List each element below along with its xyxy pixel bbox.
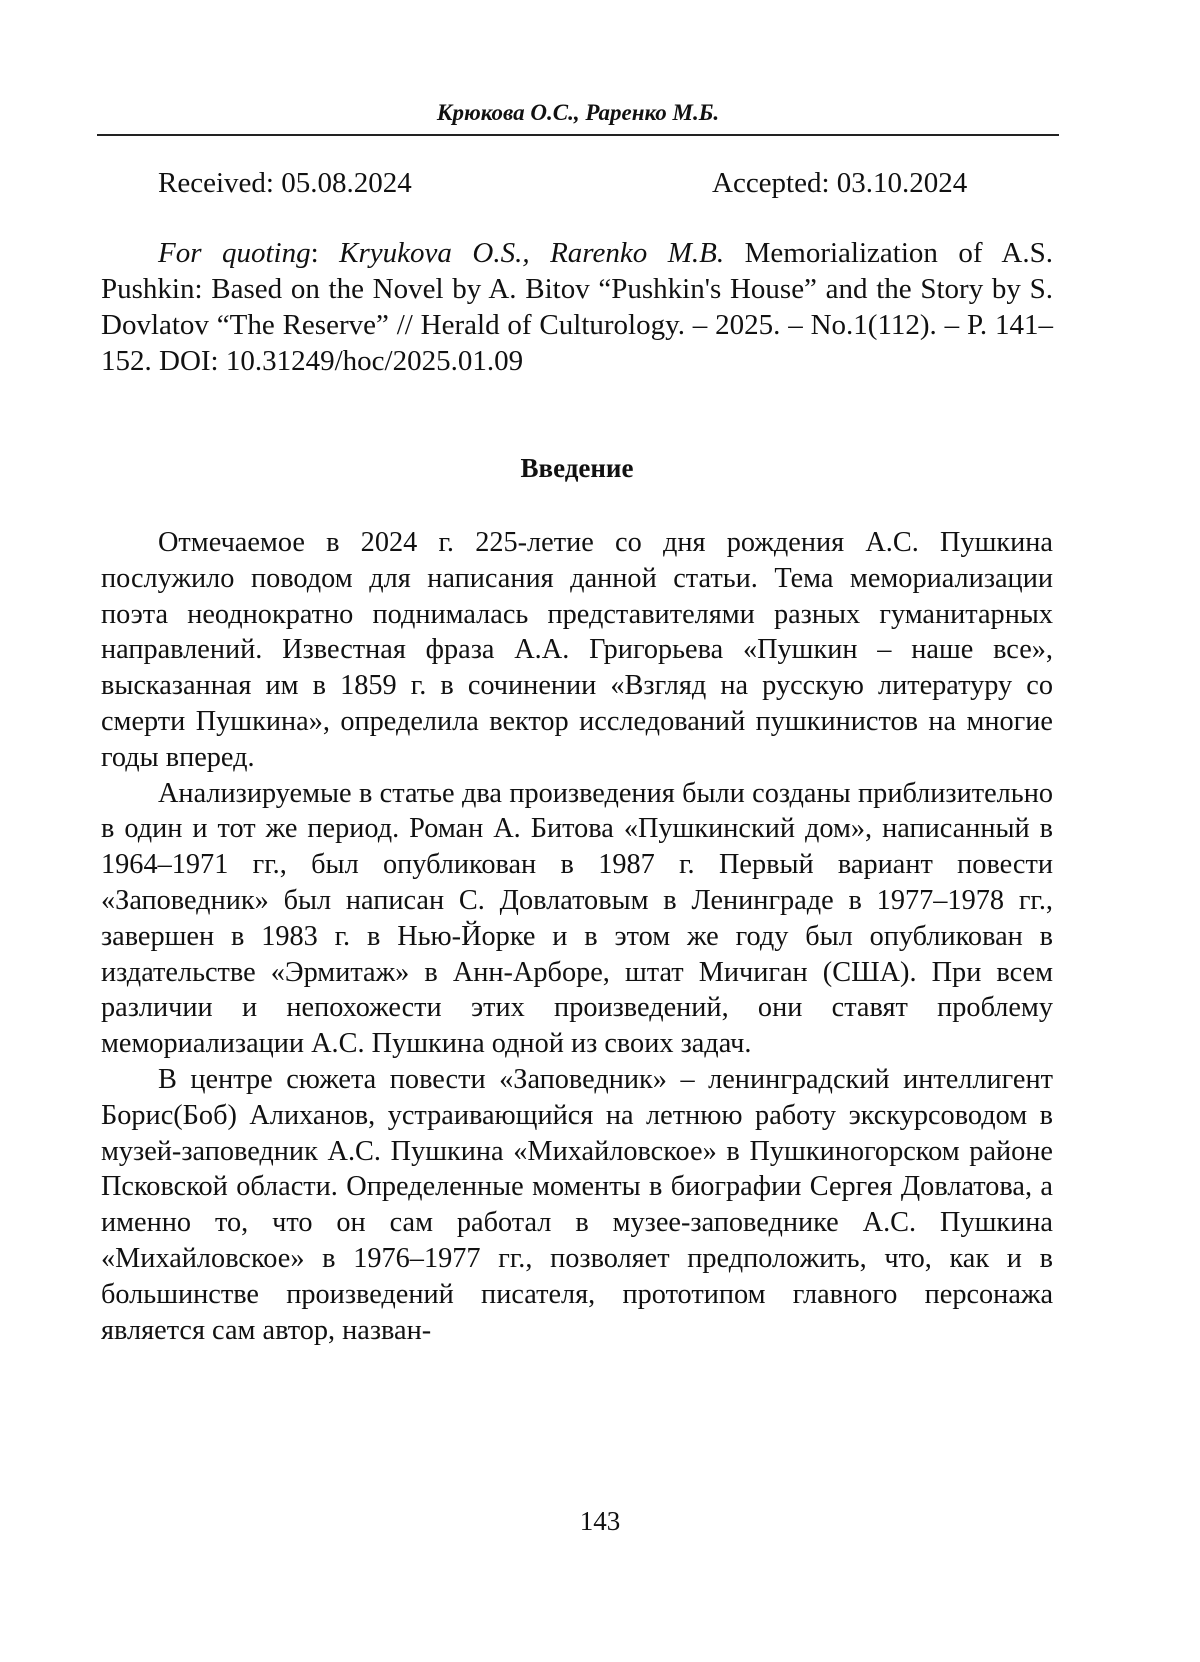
article-body	[101, 525, 1053, 1348]
body-paragraph: В центре сюжета повести «Заповедник» – ленинградский интеллигент Борис(Боб) Алиханов, устраивающийся на летнюю работу экскурсоводом в музей-заповедник А.С. Пушкина «Михайловское» в Пушкиногорском районе Псковской области. Определенные моменты в биографии Сергея Довлатова, а именно то, что он сам работал в музее-заповеднике А.С. Пушкина «Михайловское» в 1976–1977 гг., позволяет предположить, что, как и в большинстве произведений писателя, прототипом главного персонажа является сам автор, назван-	[101, 1063, 1053, 1346]
citation-reference: Memorialization of A.S. Pushkin: Based on the Novel by A. Bitov “Pushkin's House” and the Story by S. Dovlatov “The Reserve” // Herald of Culturology. – 2025. – No.1(112). – P. 141–152. DOI: 10.31249/hoc/2025.01.09	[101, 237, 1053, 377]
section-heading: Введение	[520, 453, 634, 483]
citation-authors: Kryukova O.S., Rarenko M.B.	[339, 237, 725, 269]
citation-label: For quoting	[158, 237, 311, 269]
running-header: Крюкова О.С., Раренко М.Б.	[436, 100, 720, 125]
citation-separator: :	[310, 237, 340, 269]
citation-paragraph	[101, 235, 1053, 379]
accepted-date: Accepted: 03.10.2024	[712, 167, 968, 199]
body-paragraph: Отмечаемое в 2024 г. 225-летие со дня рождения А.С. Пушкина послужило поводом для написания данной статьи. Тема мемориализации поэта неоднократно поднималась представителями разных гуманитарных направлений. Известная фраза А.А. Григорьева «Пушкин – наше все», высказанная им в 1859 г. в сочинении «Взгляд на русскую литературу со смерти Пушкина», определила вектор исследований пушкинистов на многие годы вперед.	[101, 527, 1053, 773]
header-divider	[97, 134, 1059, 136]
body-paragraph: Анализируемые в статье два произведения были созданы приблизительно в один и тот же период. Роман А. Битова «Пушкинский дом», написанный в 1964–1971 гг., был опубликован в 1987 г. Первый вариант повести «Заповедник» был написан С. Довлатовым в Ленинграде в 1977–1978 гг., завершен в 1983 г. в Нью-Йорке и в этом же году был опубликован в издательстве «Эрмитаж» в Анн-Арборе, штат Мичиган (США). При всем различии и непохожести этих произведений, они ставят проблему мемориализации А.С. Пушкина одной из своих задач.	[101, 777, 1053, 1060]
page-number: 143	[579, 1506, 621, 1536]
received-date: Received: 05.08.2024	[158, 167, 412, 199]
citation-block	[101, 235, 1053, 379]
